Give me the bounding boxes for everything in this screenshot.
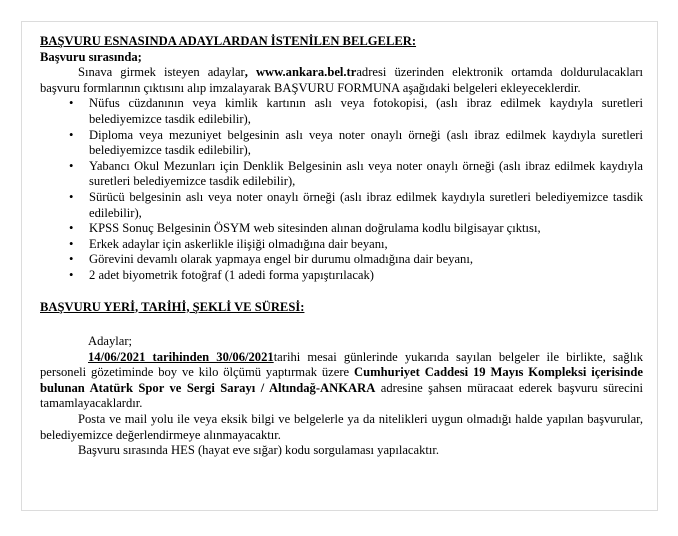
- intro-text-2: adresi üzerinden elektronik ortamda doldurulacakları başvuru formlarının çıktısını alıp imzalayarak BAŞVURU FORMUNA aşağıdaki belgeleri ekleyeceklerdir.: [40, 65, 644, 95]
- list-item: [40, 221, 643, 237]
- application-dates: 14/06/2021 tarihinden 30/06/2021: [88, 349, 274, 364]
- bullet-icon: •: [69, 236, 74, 251]
- document-page: [21, 21, 658, 511]
- rejection-paragraph: Posta ve mail yolu ile veya eksik bilgi ve belgelerle ya da nitelikleri uygun olmadığı halde yapılan başvurular, belediyemizce değerlendirmeye alınmayacaktır.: [40, 412, 643, 442]
- bullet-icon: •: [69, 189, 74, 204]
- list-item-text: Nüfus cüzdanının veya kimlik kartının aslı veya fotokopisi, (aslı ibraz edilmek kaydıyla suretleri belediyemizce tasdik edilebilir),: [89, 96, 643, 126]
- application-text-2: adresine şahsen müracaat ederek başvuru sürecini tamamlayacaklardır.: [40, 380, 643, 411]
- spacer: [40, 315, 643, 334]
- bullet-icon: •: [69, 252, 74, 267]
- intro-paragraph: [40, 65, 643, 96]
- bullet-icon: •: [69, 127, 74, 142]
- subheading-application-time: Başvuru sırasında;: [40, 49, 142, 64]
- list-item-text: Sürücü belgesinin aslı veya noter onaylı örneği (aslı ibraz edilmek kaydıyla suretleri belediyemizce tasdik edilebilir),: [89, 189, 643, 220]
- list-item: [40, 96, 643, 127]
- list-item-text: Yabancı Okul Mezunları için Denklik Belgesinin aslı veya noter onaylı örneği (aslı ibraz edilmek kaydıyla suretleri belediyemizce tasdik edilebilir),: [89, 158, 643, 189]
- required-documents-list: [40, 96, 643, 283]
- section-heading-required-documents: BAŞVURU ESNASINDA ADAYLARDAN İSTENİLEN BELGELER:: [40, 34, 417, 48]
- hes-code-paragraph: Başvuru sırasında HES (hayat eve sığar) kodu sorgulaması yapılacaktır.: [78, 443, 440, 458]
- salutation: Adaylar;: [88, 334, 133, 349]
- list-item: [40, 252, 643, 268]
- list-item: [40, 268, 643, 284]
- list-item-text: Erkek adaylar için askerlikle ilişiği olmadığına dair beyanı,: [89, 236, 388, 251]
- list-item: [40, 190, 643, 221]
- application-text-1: tarihi mesai günlerinde yukarıda sayılan belgeler ile birlikte, sağlık personeli gözetiminde boy ve kilo ölçümü yaptırmak üzere: [40, 349, 643, 380]
- application-location: Cumhuriyet Caddesi 19 Mayıs Kompleksi içerisinde bulunan Atatürk Spor ve Sergi Sarayı / Altındağ-ANKARA: [40, 365, 644, 395]
- bullet-icon: •: [69, 96, 74, 111]
- list-item: [40, 128, 643, 159]
- list-item: [40, 237, 643, 253]
- application-paragraph: [40, 350, 643, 412]
- spacer: [40, 284, 643, 300]
- list-item-text: Diploma veya mezuniyet belgesinin aslı veya noter onaylı örneği (aslı ibraz edilmek kaydıyla suretleri belediyemizce tasdik edilebilir),: [89, 127, 643, 158]
- list-item-text: KPSS Sonuç Belgesinin ÖSYM web sitesinden alınan doğrulama kodlu bilgisayar çıktısı,: [89, 221, 541, 236]
- bullet-icon: •: [69, 267, 74, 282]
- list-item-text: Görevini devamlı olarak yapmaya engel bir durumu olmadığına dair beyanı,: [89, 252, 473, 267]
- document-content: [40, 34, 643, 459]
- list-item-text: 2 adet biyometrik fotoğraf (1 adedi forma yapıştırılacak): [89, 267, 375, 282]
- website-address[interactable]: , www.ankara.bel.tr: [244, 65, 357, 80]
- section-heading-application-place: BAŞVURU YERİ, TARİHİ, ŞEKLİ VE SÜRESİ:: [40, 299, 305, 314]
- intro-text-1: Sınava girmek isteyen adaylar: [78, 65, 245, 80]
- bullet-icon: •: [69, 158, 74, 173]
- list-item: [40, 159, 643, 190]
- bullet-icon: •: [69, 221, 74, 236]
